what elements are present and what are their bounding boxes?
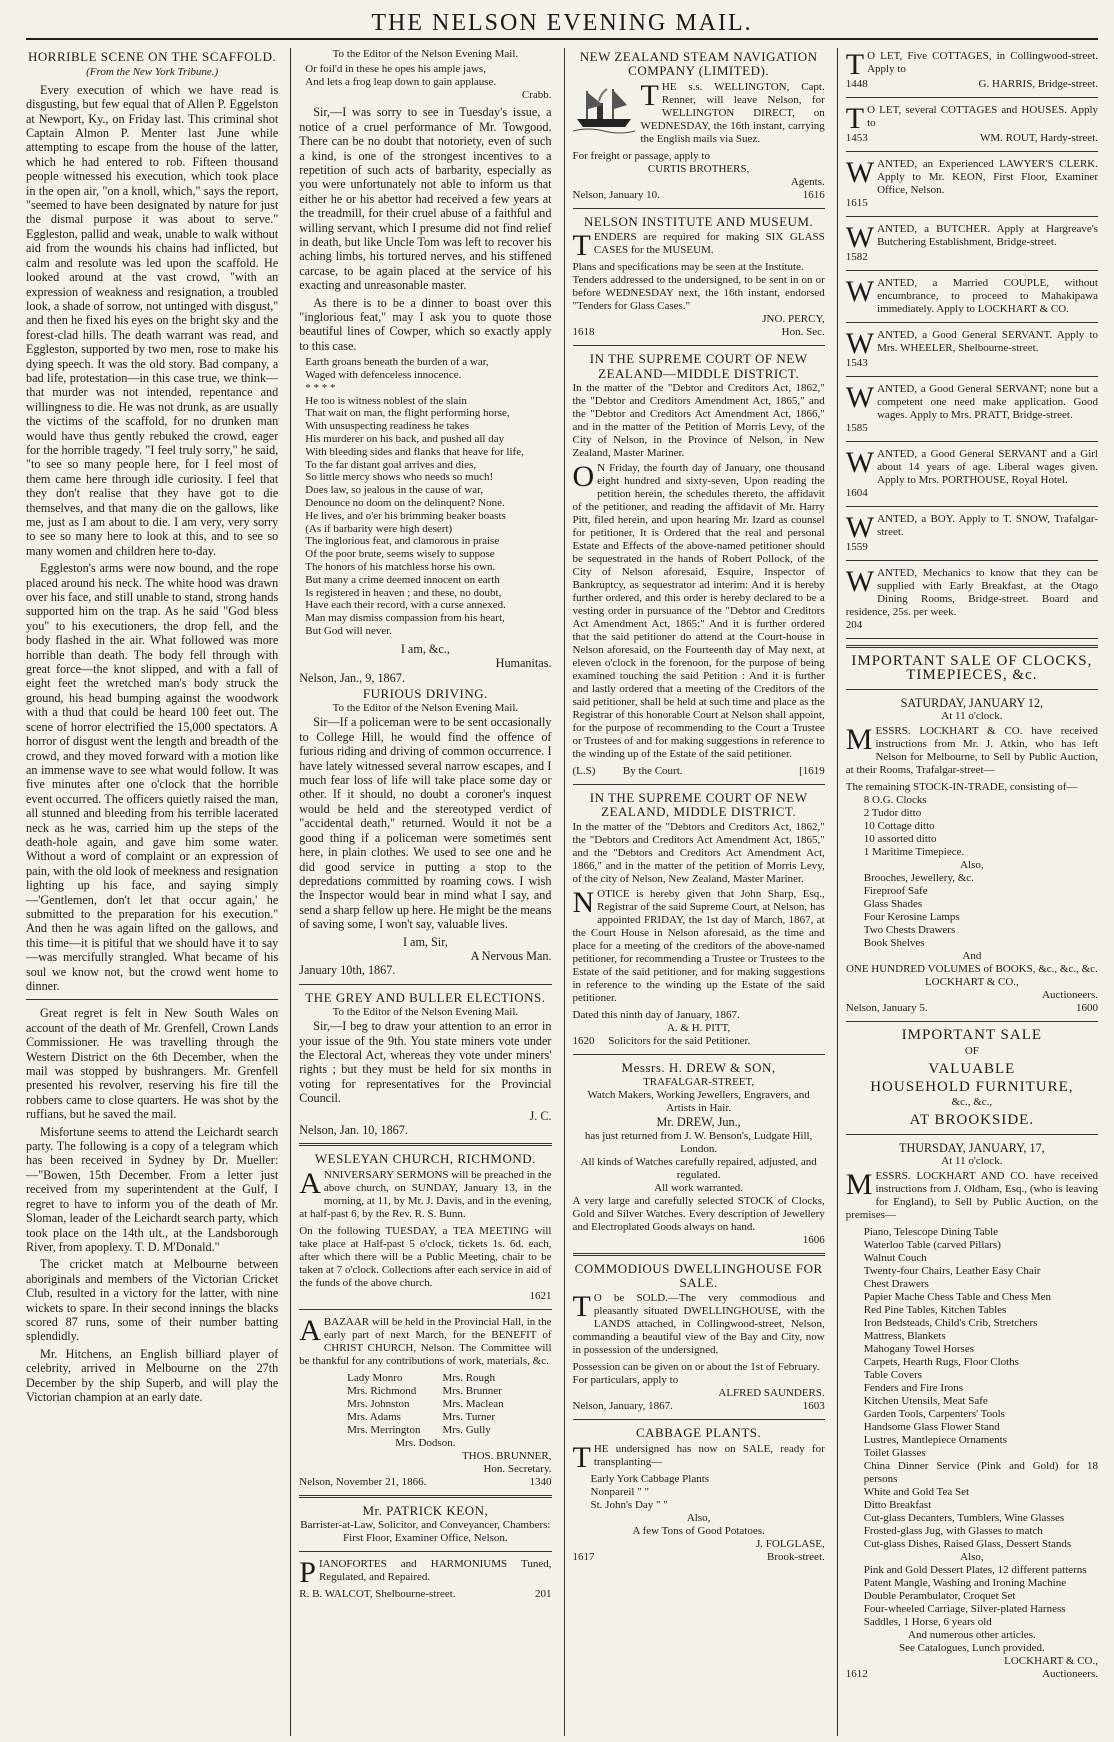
sale-and: And — [962, 950, 982, 963]
classified-text: ANTED, a Married COUPLE, without encumbrance, to proceed to Mahakipawa immediately. Apply to LOCKHART & CO. — [877, 277, 1098, 315]
classified-text: ANTED, a BOY. Apply to T. SNOW, Trafalgar-street. — [877, 513, 1098, 538]
bazaar-ad: ABAZAAR will be held in the Provincial Hall, in the early part of next March, for the BENEFIT of CHRIST CHURCH, Nelson. The Committee will be thankful for any contributions of work, materials, &c. — [299, 1313, 552, 1367]
sale-signature: LOCKHART & CO., — [924, 976, 1019, 989]
classified-number: 1604 — [845, 487, 868, 499]
poem-line: Does law, so jealous in the cause of war, — [305, 484, 484, 497]
list-item: Ditto Breakfast — [863, 1499, 932, 1512]
drop-cap: W — [845, 446, 875, 479]
ad-date-line: 1618 Hon. Sec. — [572, 326, 825, 339]
ad-signature: A. & H. PITT, — [666, 1021, 731, 1034]
list-item: Nonpareil " " — [590, 1485, 649, 1498]
list-item: Pink and Gold Dessert Plates, 12 different patterns — [863, 1564, 1087, 1577]
classified-text: O LET, several COTTAGES and HOUSES. Apply to — [867, 104, 1098, 129]
columns — [26, 48, 1098, 1736]
ad-title: Mr. PATRICK KEON, — [362, 1502, 489, 1518]
committee-name: Mrs. Adams — [347, 1410, 401, 1423]
letter-addressee: To the Editor of the Nelson Evening Mail. — [332, 702, 519, 715]
ad-subtitle: Mr. DREW, Jun., — [656, 1115, 741, 1130]
divider — [846, 1134, 1098, 1135]
list-item: Cut-glass Decanters, Tumblers, Wine Glasses — [863, 1512, 1065, 1525]
poem-line: Have each their record, with a curse annexed. — [305, 599, 506, 612]
list-item: Table Covers — [863, 1369, 922, 1382]
drop-cap: W — [845, 565, 875, 598]
ad-title: WESLEYAN CHURCH, RICHMOND. — [314, 1151, 536, 1167]
letter-close: I am, Sir, — [402, 934, 448, 949]
divider — [573, 208, 825, 209]
court-intro: In the matter of the "Debtors and Creditors Act, 1862," the "Debtors and Creditors Act Amendment Act, 1865," and the "Debtors and Creditors Act Amendment Act, 1866," and in the matter of the petition of Morris Levy, of the city of Nelson, New Zealand, Master Mariner. — [572, 820, 825, 885]
poem-line: That wait on man, the flight performing horse, — [305, 407, 510, 420]
sale-also: Also, — [960, 1551, 984, 1564]
poem-line: Man may dismiss compassion from his heart, — [305, 612, 505, 625]
classified-signature: G. HARRIS, Bridge-street. — [978, 78, 1098, 90]
drop-cap: W — [845, 327, 875, 360]
divider — [26, 999, 278, 1000]
court-date: Dated this ninth day of January, 1867. — [572, 1008, 740, 1021]
ad-body: Barrister-at-Law, Solicitor, and Conveyancer, Chambers: First Floor, Examiner Office, Nelson. — [300, 1519, 551, 1545]
sale-signature: LOCKHART & CO., — [1004, 1655, 1098, 1668]
epigraph-source: Crabb. — [521, 88, 552, 101]
list-item: Papier Mache Chess Table and Chess Men — [863, 1291, 1051, 1304]
article-paragraph: Eggleston's arms were now bound, and the rope placed around his neck. The white hood was drawn over his face, and still unable to stand, strong hands supported him on the trap. As he said "God bless you" to his executioners, the drop fell, and the body flashed in the air. What followed was more horrible than death. The body fell through with great force—the knot slipped, and with a fall of eight feet the wretched man's body struck the ground, his head bumping against the woodwork with a thud that could be heard 100 feet out. The scene of horror electrified the 15,000 spectators. A horror of disgust went the length and breadth of the crowd, and they moved forward with a motion like an immense wave to see what would follow. It was five minutes after one o'clock that the horrible event occurred. The officers quietly raised the man, all stunned and bleeding from his terrible lacerated neck as he was, carried him up the steps of the death-hole again, and gave him some water. Without a word of complaint or an expression of pain, with the old look of meekness and resignation lighting up his face, and saying simply—'Gentlemen, don't let that occur again,' he submitted to the preparation for his execution." And then he was again lifted on the gallows, and this time—it is pitiful that we should have it to say—was mercifully strangled. What became of his soul we know not, but the crowd went home to dinner. — [26, 561, 279, 993]
divider — [846, 441, 1098, 442]
classified-ad — [846, 223, 1098, 264]
epigraph — [305, 63, 551, 101]
list-item: Carpets, Hearth Rugs, Floor Cloths — [863, 1356, 1019, 1369]
sale-books: ONE HUNDRED VOLUMES of BOOKS, &c., &c., &c. — [845, 963, 1098, 976]
list-item: Garden Tools, Carpenters' Tools — [863, 1408, 1005, 1421]
list-item: Red Pine Tables, Kitchen Tables — [863, 1304, 1007, 1317]
ad-body: All work warranted. — [654, 1181, 744, 1194]
divider — [846, 689, 1098, 690]
ad-body: THE undersigned has now on SALE, ready for transplanting— — [572, 1440, 825, 1474]
letter-date: Nelson, Jan., 9, 1867. — [299, 670, 405, 685]
column-4 — [837, 48, 1098, 1736]
divider — [573, 345, 825, 346]
ad-body: A few Tons of Good Potatoes. — [632, 1524, 765, 1537]
letter-close: I am, &c., — [400, 641, 450, 656]
list-item: Saddles, 1 Horse, 6 years old — [863, 1616, 992, 1629]
divider — [299, 1309, 551, 1310]
column-1 — [26, 48, 278, 1736]
sale-time: At 11 o'clock. — [941, 1155, 1003, 1168]
list-item: China Dinner Service (Pink and Gold) for 18 persons — [863, 1460, 1098, 1486]
newspaper-page — [26, 8, 1098, 1736]
ad-date-line: Nelson, January 5. 1600 — [845, 1002, 1098, 1015]
sale-catalogues: See Catalogues, Lunch provided. — [899, 1642, 1045, 1655]
classified-ad — [846, 513, 1098, 554]
ad-body: A very large and carefully selected STOCK of Clocks, Gold and Silver Watches. Every description of Jewellery and Electroplated Goods always on hand. — [572, 1194, 825, 1233]
classified-ad — [846, 104, 1098, 145]
court-title: IN THE SUPREME COURT OF NEW ZEALAND, MIDDLE DISTRICT. — [589, 790, 808, 820]
classified-text: O LET, Five COTTAGES, in Collingwood-street. Apply to — [867, 50, 1098, 75]
list-item: White and Gold Tea Set — [863, 1486, 970, 1499]
ad-date-line: Nelson, January 10. 1616 — [572, 188, 825, 201]
classified-number: 1582 — [845, 251, 868, 263]
ad-signature: CURTIS BROTHERS, — [647, 162, 750, 175]
classified-footer — [846, 197, 1098, 210]
article-paragraph: Every execution of which we have read is disgusting, but few equal that of Allen P. Eggelston at Newport, Ky., on Friday last. This criminal shot Captain Almon P. Menter last June while attempting to escape from the house of the latter, which he had entered to rob. Fifteen thousand people witnessed his execution, which took place in the open air, "on a knoll, which," says the report, "seemed to have been designated by nature for just the dismal purpose it was about to serve." Eggleston, pallid and weak, unable to walk without aid from the wounds his chains had inflicted, but calm and resolute was led upon the scaffold. He looked around at the vast crowd, "with an expression of weakness and resignation, a troubled look, a shade of sorrow, not untinged with disgust," and then he fixed his eyes on the bright sky and the forest-clad hills. The death warrant was read, and Eggleston, supported by two men, rose to make his dying speech. It was the old story. Bad company, a bad life, protestation—in this case true, we think—that murder was not intended, repentance and willingness to die. He was not drunk, as are usually the victims of the scaffold, for no drunken man would have thus gently rebuked the crowd, eager for the horrible tragedy. "I feel truly sorry," he said, "to see so many people here, for I feel most of them came here through idle curiosity. I feel that they don't realise that they have got to die themselves, and that many die on the gallows, like me, just as I am about to die. I am very, very sorry to see so many here to look at this, and to see so many women and children here to-day. — [26, 82, 279, 558]
poem-line: He lives, and o'er his brimming beaker boasts — [305, 509, 506, 522]
sale-body: MESSRS. LOCKHART & CO. have received instructions from Mr. J. Atkin, who has left Nelson for Melbourne, to Sell by Public Auction, at their Rooms, Trafalgar-street— — [845, 723, 1098, 777]
news-item: Great regret is felt in New South Wales on account of the death of Mr. Grenfell, Crown Lands Commissioner. He was travelling through the Western District on the 6th December, when the mail was stopped by bushrangers. Mr. Grenfell presented his revolver, reserving his fire till the robbers came to close quarters. He was shot by the ruffians, but he saved the mail. — [26, 1006, 279, 1122]
poem-line: His murderer on his back, and pushed all day — [305, 433, 505, 446]
letter-title: FURIOUS DRIVING. — [362, 686, 488, 702]
divider — [846, 506, 1098, 507]
classified-number: 1559 — [845, 541, 868, 553]
list-item: Patent Mangle, Washing and Ironing Machine — [863, 1577, 1067, 1590]
divider — [846, 270, 1098, 271]
ad-date-line: Nelson, November 21, 1866. 1340 — [299, 1475, 552, 1488]
ad-street: TRAFALGAR-STREET, — [643, 1076, 755, 1089]
classified-ad — [846, 50, 1098, 91]
drop-cap: T — [845, 48, 865, 81]
cabbage-list — [591, 1473, 825, 1512]
letter-signature: Humanitas. — [495, 656, 552, 671]
ad-date-line: Nelson, January, 1867. 1603 — [572, 1400, 825, 1413]
ad-role: Agents. — [790, 175, 825, 188]
classified-text: ANTED, a Good General SERVANT; none but a competent one need make application. Good wages. Apply to Mrs. PRATT, Bridge-street. — [877, 383, 1098, 421]
letter-signature: A Nervous Man. — [470, 948, 552, 963]
committee-name: Mrs. Rough — [442, 1371, 496, 1384]
divider — [573, 784, 825, 785]
sale-list — [864, 872, 1098, 950]
ad-title: NEW ZEALAND STEAM NAVIGATION COMPANY (LIMITED). — [579, 49, 818, 79]
list-item: 1 Maritime Timepiece. — [863, 846, 965, 859]
ad-body: All kinds of Watches carefully repaired, adjusted, and regulated. — [580, 1155, 817, 1181]
ad-body: Plans and specifications may be seen at the Institute. — [572, 261, 804, 274]
ad-body: ANNIVERSARY SERMONS will be preached in the above church, on SUNDAY, January 13, in the morning, at 11, by Mr. J. Davis, and in the evening, at half-past 6, by the Rev. R. S. Bunn. — [299, 1166, 552, 1220]
classified-text: ANTED, an Experienced LAWYER'S CLERK. Apply to Mr. KEON, First Floor, Examiner Office, Nelson. — [877, 158, 1098, 196]
letter-date: Nelson, Jan. 10, 1867. — [299, 1123, 408, 1138]
cowper-poem — [305, 356, 551, 638]
list-item: Mattress, Blankets — [863, 1330, 946, 1343]
committee-name: Mrs. Dodson. — [395, 1436, 456, 1449]
classified-footer — [846, 541, 1098, 554]
column-3 — [564, 48, 825, 1736]
article-title: HORRIBLE SCENE ON THE SCAFFOLD. — [28, 49, 277, 64]
sale-date: SATURDAY, JANUARY 12, — [900, 695, 1044, 710]
sale-list — [864, 1226, 1098, 1551]
classified-number: 204 — [845, 619, 863, 631]
ship-ad: THE s.s. WELLINGTON, Capt. Renner, will leave Nelson, for WELLINGTON DIRECT, on WEDNESDAY, the 16th instant, carrying the English mails via Suez. — [573, 81, 825, 146]
ad-date-line: 1612 Auctioneers. — [845, 1668, 1098, 1681]
court-body: NOTICE is hereby given that John Sharp, Esq., Registrar of the said Supreme Court, at Nelson, has appointed FRIDAY, the 1st day of March, 1867, at the Court House in Nelson aforesaid, as the time and place for a meeting of the creditors of the above-named petitioner, for recommending a Trustee or Trustees to the Estate of the said petitioner, and for making suggestions in reference to the winding up the Estate of the said petitioner. — [572, 885, 825, 1004]
list-item: Mahogany Towel Horses — [863, 1343, 974, 1356]
sale-of: OF — [964, 1044, 979, 1057]
sale-title: VALUABLE — [928, 1060, 1016, 1077]
list-item: Twenty-four Chairs, Leather Easy Chair — [863, 1265, 1041, 1278]
list-item: Four Kerosine Lamps — [863, 911, 960, 924]
poem-line: (As if barbarity were high desert) — [305, 522, 453, 535]
list-item: Glass Shades — [863, 898, 923, 911]
ad-date-line: 1620 Solicitors for the said Petitioner. — [572, 1034, 751, 1047]
list-item: Handsome Glass Flower Stand — [863, 1421, 1000, 1434]
divider — [573, 1253, 825, 1256]
sale-time: At 11 o'clock. — [941, 710, 1003, 723]
classified-footer — [846, 422, 1098, 435]
piano-ad: PIANOFORTES and HARMONIUMS Tuned, Regulated, and Repaired. — [299, 1556, 552, 1590]
classified-ad — [846, 448, 1098, 500]
poem-line: Denounce no doom on the delinquent? None. — [305, 497, 505, 510]
classified-ads — [846, 50, 1098, 639]
sale-title: IMPORTANT SALE — [901, 1027, 1043, 1044]
ad-role: Hon. Secretary. — [483, 1462, 552, 1475]
poem-line: Earth groans beneath the burden of a war, — [305, 356, 489, 369]
list-item: Book Shelves — [863, 937, 925, 950]
classified-signature: WM. ROUT, Hardy-street. — [979, 132, 1098, 144]
poem-line: With bleeding sides and flanks that heave for life, — [305, 445, 524, 458]
committee-name: Mrs. Richmond — [347, 1384, 417, 1397]
list-item: Waterloo Table (carved Pillars) — [863, 1239, 1001, 1252]
ad-body: T O be SOLD.—The very commodious and pleasantly situated DWELLINGHOUSE, with the LANDS attached, in Collingwood-street, Nelson, commanding a beautiful view of the Bay and City, now in possession of the undersigned. — [572, 1290, 825, 1357]
ad-title: CABBAGE PLANTS. — [636, 1425, 762, 1441]
classified-ad — [846, 277, 1098, 316]
drop-cap: W — [845, 275, 875, 308]
ad-also: Also, — [686, 1511, 711, 1524]
poem-line: To the far distant goal arrives and dies, — [305, 458, 477, 471]
ad-body: Tenders addressed to the undersigned, to be sent in on or before WEDNESDAY next, the 16th instant, endorsed "Tenders for Glass Cases." — [572, 274, 825, 313]
sale-body: The remaining STOCK-IN-TRADE, consisting of— — [845, 781, 1078, 794]
classified-text: ANTED, a Good General SERVANT and a Girl about 14 years of age. Liberal wages given. Apply to Mrs. PORTHOUSE, Royal Hotel. — [877, 448, 1098, 486]
divider — [299, 1143, 551, 1146]
names-right — [442, 1372, 503, 1437]
steamship-icon — [573, 83, 635, 135]
classified-number: 1453 — [845, 132, 868, 144]
drop-cap: W — [845, 156, 875, 189]
classified-ad — [846, 383, 1098, 435]
divider — [846, 376, 1098, 377]
committee-name: Mrs. Johnston — [347, 1397, 410, 1410]
poem-line: The honors of his matchless horse his own. — [305, 561, 496, 574]
ad-title: NELSON INSTITUTE AND MUSEUM. — [584, 213, 814, 229]
article-source: (From the New York Tribune.) — [86, 66, 219, 79]
ad-title: COMMODIOUS DWELLINGHOUSE FOR SALE. — [574, 1260, 823, 1291]
poem-line: But many a crime deemed innocent on earth — [305, 573, 500, 586]
news-item: Misfortune seems to attend the Leichardt search party. The following is a copy of a telegram which has been received in Sydney by Dr. Mueller:—"Bowen, 15th December. From a letter just received from my superintendent at the Gulf, I regret to have to inform you of the death of Mr. Sloman, leader of the Leichardt search party, which took place on the 14th ult., at the Landsborough River, from apoplexy. T. D. M'Donald." — [26, 1124, 279, 1254]
divider — [299, 984, 551, 985]
letter-addressee: To the Editor of the Nelson Evening Mail. — [332, 1006, 519, 1019]
classified-footer — [846, 251, 1098, 264]
classified-text: ANTED, Mechanics to know that they can be supplied with Early Breakfast, at the Otago Dining Rooms, Bridge-street. Board and residence, 25s. per week. — [845, 567, 1098, 618]
classified-ad — [846, 158, 1098, 210]
committee-name: Mrs. Gully — [442, 1423, 491, 1436]
sale-etc: &c., &c., — [951, 1096, 993, 1109]
drop-cap: W — [845, 221, 875, 254]
list-item: Toilet Glasses — [863, 1447, 926, 1460]
letter-title: THE GREY AND BULLER ELECTIONS. — [305, 989, 546, 1005]
list-item: Brooches, Jewellery, &c. — [863, 872, 974, 885]
ad-body: has just returned from J. W. Benson's, Ludgate Hill, London. — [584, 1129, 813, 1155]
sale-title: HOUSEHOLD FURNITURE, — [870, 1079, 1074, 1096]
classified-text: ANTED, a BUTCHER. Apply at Hargreave's Butchering Establishment, Bridge-street. — [877, 223, 1098, 248]
poem-line: Is registered in heaven ; and these, no doubt, — [305, 586, 502, 599]
classified-footer — [846, 132, 1098, 145]
sale-title: IMPORTANT SALE OF CLOCKS, TIMEPIECES, &c. — [851, 653, 1093, 684]
classified-footer — [846, 78, 1098, 91]
news-item: The cricket match at Melbourne between aboriginals and members of the Victorian Cricket Club, resulted in a victory for the latter, with nine wickets to spare. In their second innings the blacks scored 87 runs, some of their number batting splendidly. — [26, 1257, 279, 1344]
poem-line: Waged with defenceless innocence. — [305, 369, 462, 382]
classified-ad — [846, 329, 1098, 370]
committee-name: Mrs. Merrington — [347, 1423, 421, 1436]
classified-footer — [846, 357, 1098, 370]
poem-line: But God will never. — [305, 625, 393, 638]
letter-paragraph: As there is to be a dinner to boast over this "inglorious feat," may I ask you to quote those beautiful lines of Cowper, which so exactly apply to this case. — [299, 295, 552, 353]
sale-body: MESSRS. LOCKHART AND CO. have received instructions from J. Oldham, Esq., (who is leaving for England), to Sell by Public Auction, on the premises— — [845, 1168, 1098, 1222]
poem-line: The inglorious feat, and clamorous in praise — [305, 535, 500, 548]
epigraph-line: Or foil'd in these he opes his ample jaws, — [305, 63, 486, 75]
ad-body: For freight or passage, apply to — [572, 149, 710, 162]
sale-list — [864, 1564, 1098, 1629]
list-item: Chest Drawers — [863, 1278, 929, 1291]
ad-body: Watch Makers, Working Jewellers, Engravers, and Artists in Hair. — [587, 1089, 810, 1115]
committee-name: Mrs. Turner — [442, 1410, 496, 1423]
ad-signature: THOS. BRUNNER, — [461, 1449, 552, 1462]
drop-cap: T — [845, 102, 865, 135]
sale-date: THURSDAY, JANUARY, 17, — [899, 1140, 1045, 1155]
ad-date-line: (L.S) By the Court. [1619 — [572, 765, 825, 778]
ad-title: Messrs. H. DREW & SON, — [621, 1059, 776, 1075]
committee-names — [299, 1372, 551, 1437]
sale-also: Also, — [960, 859, 984, 872]
letter-date: January 10th, 1867. — [299, 963, 396, 978]
poem-line: Of the poor brute, seems wisely to suppose — [305, 548, 495, 561]
divider — [846, 216, 1098, 217]
sale-place: AT BROOKSIDE. — [909, 1112, 1035, 1129]
poem-line: He too is witness noblest of the slain — [305, 394, 467, 407]
list-item: 8 O.G. Clocks — [863, 794, 927, 807]
poem-line: * * * * — [305, 381, 336, 394]
list-item: 10 assorted ditto — [863, 833, 937, 846]
letter-paragraph: Sir,—I was sorry to see in Tuesday's issue, a notice of a cruel performance of Mr. Towgood. There can be no doubt that notoriety, even of such a kind, is one of the strongest incentives to a repetition of such acts of barbarity, especially as you were unfortunately not able to inform us that either he or his abettor had received a few years at the treadmill, for their cruel abuse of a faithful and willing servant, which I presume did not find relief in death, but like Uncle Tom was left to recover his aching limbs, his tortured nerves, and his stiffened carcase, to be again placed at the service of his exacting and unreasonable master. — [299, 105, 552, 293]
classified-footer — [846, 487, 1098, 500]
ad-date-line: 1617 Brook-street. — [572, 1550, 825, 1563]
divider — [846, 97, 1098, 98]
drop-cap: W — [845, 381, 875, 414]
court-intro: In the matter of the "Debtor and Creditors Act, 1862," the "Debtor and Creditors Amendment Act, 1865," and the "Debtor and Creditors Act Amendment Act, 1866," and in the matter of the Petition of Morris Levy, of the City of Nelson, in the Province of Nelson, in New Zealand, Master Mariner. — [572, 382, 825, 460]
poem-line: So little mercy shows who needs so much! — [305, 471, 494, 484]
classified-footer — [846, 619, 1098, 632]
list-item: Iron Bedsteads, Child's Crib, Stretchers — [863, 1317, 1038, 1330]
list-item: Walnut Couch — [863, 1252, 927, 1265]
ad-body: TENDERS are required for making SIX GLASS CASES for the MUSEUM. — [572, 229, 825, 263]
list-item: Fenders and Fire Irons — [863, 1382, 964, 1395]
column-2 — [290, 48, 551, 1736]
list-item: Fireproof Safe — [863, 885, 928, 898]
committee-name: Mrs. Maclean — [442, 1397, 504, 1410]
committee-name: Lady Monro — [347, 1371, 403, 1384]
classified-number: 1615 — [845, 197, 868, 209]
ad-number: 1621 — [529, 1289, 552, 1302]
list-item: Kitchen Utensils, Meat Safe — [863, 1395, 988, 1408]
letter-addressee: To the Editor of the Nelson Evening Mail. — [332, 48, 519, 60]
list-item: Double Perambulator, Croquet Set — [863, 1590, 1016, 1603]
letter-signature: J. C. — [529, 1108, 552, 1123]
divider — [846, 645, 1098, 648]
ad-signature: J. FOLGLASE, — [755, 1537, 825, 1550]
classified-text: ANTED, a Good General SERVANT. Apply to Mrs. WHEELER, Shelbourne-street. — [877, 329, 1098, 354]
classified-ad — [846, 567, 1098, 632]
ad-number: 1606 — [802, 1233, 825, 1246]
list-item: Piano, Telescope Dining Table — [863, 1226, 999, 1239]
list-item: 2 Tudor ditto — [863, 807, 922, 820]
list-item: Two Chests Drawers — [863, 924, 956, 937]
divider — [573, 1419, 825, 1420]
divider — [846, 638, 1098, 639]
classified-number: 1543 — [845, 357, 868, 369]
masthead: THE NELSON EVENING MAIL. — [26, 8, 1098, 40]
ad-body: For particulars, apply to — [572, 1374, 679, 1387]
committee-name: Mrs. Brunner — [442, 1384, 502, 1397]
divider — [299, 1495, 551, 1498]
drop-cap: W — [845, 511, 875, 544]
sale-others: And numerous other articles. — [908, 1629, 1036, 1642]
sale-role: Auctioneers. — [1042, 989, 1098, 1002]
names-left — [347, 1372, 420, 1437]
list-item: Early York Cabbage Plants — [590, 1472, 710, 1485]
news-item: Mr. Hitchens, an English billiard player of celebrity, arrived in Melbourne on the 27th December by the ship Superb, and will play the Victorian champion at an early date. — [26, 1346, 279, 1404]
divider — [573, 1054, 825, 1055]
letter-paragraph: Sir,—I beg to draw your attention to an error in your issue of the 9th. You state miners vote under the Electoral Act, whereas they vote under miners' rights ; but they must be held for six months in voting for representatives for the Provincial Council. — [299, 1019, 552, 1106]
court-body: O N Friday, the fourth day of January, one thousand eight hundred and sixty-seven, Upon reading the petition herein, the schedules thereto, the affidavit of the petitioner, and reading the affidavit of Mr. Harry Pitt, filed herein, and upon hearing Mr. Izard as counsel for petitioner, It is Ordered that the real and personal Estate and Effects of the above-named petitioner should be sequestrated in the hands of Robert Pollock, of the City of Nelson aforesaid, Esquire, Inspector of Bankruptcy, as sequestrator ad interim: And it is hereby further ordered, and this order is hereby declared to be a vesting order in pursuance of the "Debtor and Creditors Act Amendment Act, 1865:" And it is further ordered that the said petitioner do attend at the Court-house in Nelson aforesaid, on the Fourteenth day of May next, at eleven o'clock in the forenoon, for the purpose of being examined touching the said Petition : And it is further and lastly ordered that a meeting of the Creditors of the said petitioner, shall be held at such time and place as the Registrar of this honorable Court at Nelson shall appoint, for the purpose of recommending to the Court a Trustee or Trustees of and for making suggestions in reference to the winding up of the Estate of the said petitioner. — [572, 460, 825, 761]
ad-body: Possession can be given on or about the 1st of February. — [572, 1361, 820, 1374]
ad-signature: ALFRED SAUNDERS. — [718, 1387, 825, 1400]
divider — [846, 1021, 1098, 1022]
list-item: Four-wheeled Carriage, Silver-plated Harness — [863, 1603, 1066, 1616]
divider — [299, 1551, 551, 1552]
divider — [846, 560, 1098, 561]
list-item: Frosted-glass Jug, with Glasses to match — [863, 1525, 1043, 1538]
ad-body: On the following TUESDAY, a TEA MEETING will take place at Half-past 5 o'clock, tickets 1s. 6d. each, after which there will be a Public Meeting, chair to be taken at 7 o'clock. Collections after each service in aid of the funds of the above church. — [299, 1224, 552, 1289]
list-item: St. John's Day " " — [590, 1498, 668, 1511]
court-title: IN THE SUPREME COURT OF NEW ZEALAND—MIDDLE DISTRICT. — [589, 351, 808, 381]
epigraph-line: And lets a frog leap down to gain applause. — [305, 75, 497, 88]
ad-signature: JNO. PERCY, — [762, 313, 825, 326]
letter-paragraph: Sir—If a policeman were to be sent occasionally to College Hill, he would find the offence of furious riding and driving of common occurrence. I have lately witnessed several narrow escapes, and I much fear loss of life will take place some day or other. If it should, no doubt a coroner's inquest would be held and the stereotyped verdict of "accidental death," returned. Would it not be a good thing if a policeman were sometimes sent here, in plain clothes. We used to see one and he did good service in putting a stop to the depredations committed by roaming cows. I wish the Inspector would bear in mind what I say, and send a sharp fellow up here. He might be the means of saving some, I won't say, valuable lives. — [299, 715, 552, 932]
sale-list — [864, 794, 1098, 859]
poem-line: With unsuspecting readiness he takes — [305, 420, 470, 433]
divider — [846, 151, 1098, 152]
list-item: Lustres, Mantlepiece Ornaments — [863, 1434, 1008, 1447]
list-item: 10 Cottage ditto — [863, 820, 935, 833]
divider — [846, 322, 1098, 323]
classified-number: 1448 — [845, 78, 868, 90]
list-item: Cut-glass Dishes, Raised Glass, Dessert Stands — [863, 1538, 1072, 1551]
ad-date-line: R. B. WALCOT, Shelbourne-street. 201 — [299, 1588, 552, 1601]
classified-number: 1585 — [845, 422, 868, 434]
